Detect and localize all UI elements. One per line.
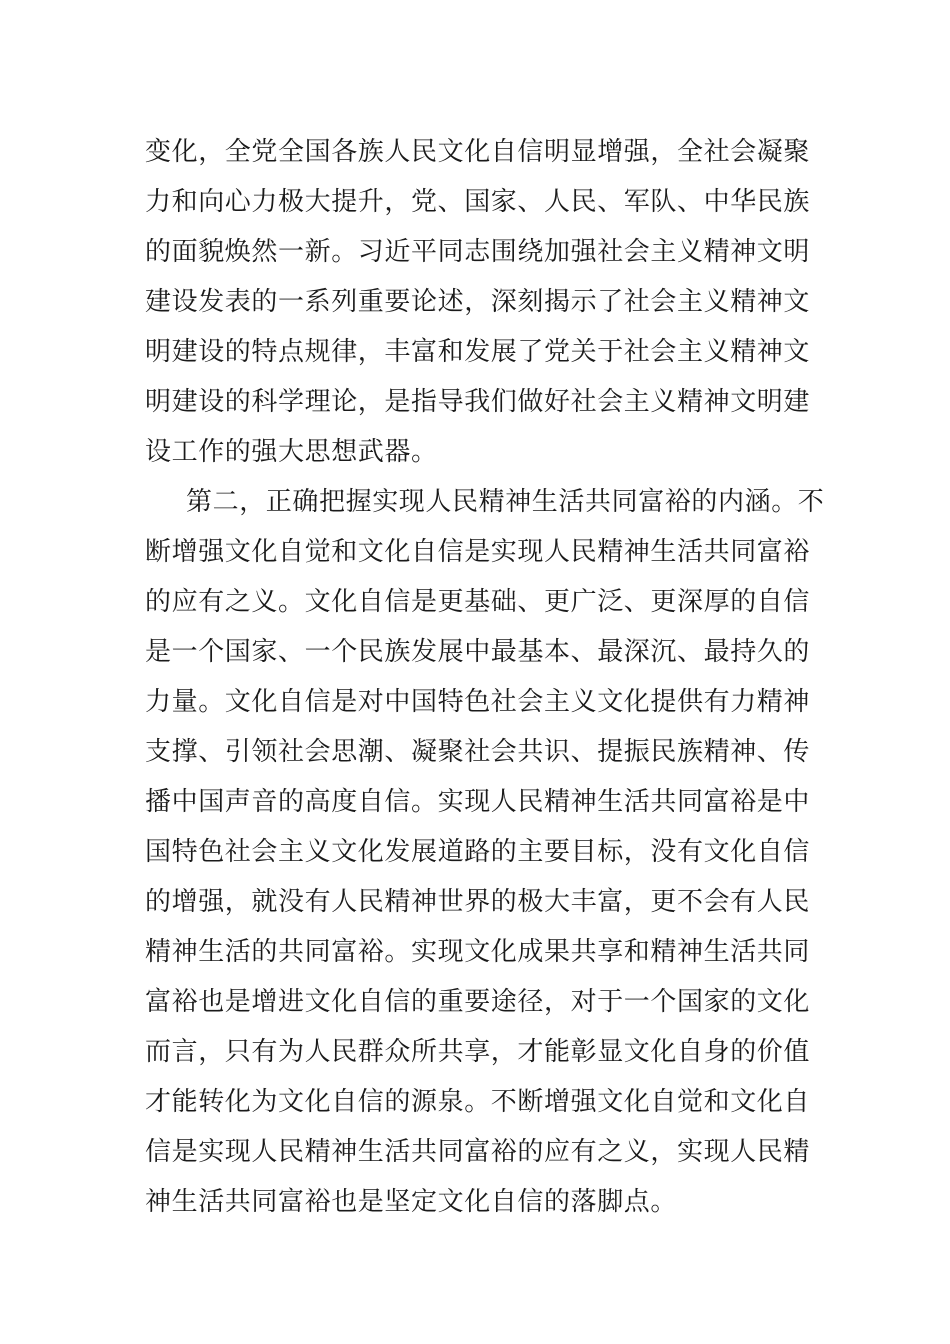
paragraph-1-line-7: 设工作的强大思想武器。: [145, 437, 438, 467]
paragraph-2-line-11: 富裕也是增进文化自信的重要途径，对于一个国家的文化: [145, 987, 811, 1017]
paragraph-2-line-9: 的增强，就没有人民精神世界的极大丰富，更不会有人民: [145, 887, 811, 917]
paragraph-2-line-5: 力量。文化自信是对中国特色社会主义文化提供有力精神: [145, 687, 811, 717]
paragraph-2-line-15: 神生活共同富裕也是坚定文化自信的落脚点。: [145, 1187, 678, 1217]
paragraph-2-line-14: 信是实现人民精神生活共同富裕的应有之义，实现人民精: [145, 1137, 811, 1167]
paragraph-1-line-2: 力和向心力极大提升，党、国家、人民、军队、中华民族: [145, 187, 811, 217]
paragraph-2-line-13: 才能转化为文化自信的源泉。不断增强文化自觉和文化自: [145, 1087, 811, 1117]
paragraph-1-line-3: 的面貌焕然一新。习近平同志围绕加强社会主义精神文明: [145, 237, 811, 267]
paragraph-1-line-5: 明建设的特点规律，丰富和发展了党关于社会主义精神文: [145, 337, 811, 367]
paragraph-1-line-4: 建设发表的一系列重要论述，深刻揭示了社会主义精神文: [145, 287, 811, 317]
paragraph-2-line-1: 第二，正确把握实现人民精神生活共同富裕的内涵。不: [186, 487, 825, 517]
paragraph-2-line-2: 断增强文化自觉和文化自信是实现人民精神生活共同富裕: [145, 537, 811, 567]
paragraph-1-line-1: 变化，全党全国各族人民文化自信明显增强，全社会凝聚: [145, 137, 811, 167]
paragraph-2-line-12: 而言，只有为人民群众所共享，才能彰显文化自身的价值: [145, 1037, 811, 1067]
paragraph-2-line-8: 国特色社会主义文化发展道路的主要目标，没有文化自信: [145, 837, 811, 867]
paragraph-2-line-4: 是一个国家、一个民族发展中最基本、最深沉、最持久的: [145, 637, 811, 667]
paragraph-2-line-3: 的应有之义。文化自信是更基础、更广泛、更深厚的自信: [145, 587, 811, 617]
paragraph-2-line-6: 支撑、引领社会思潮、凝聚社会共识、提振民族精神、传: [145, 737, 811, 767]
paragraph-2-line-7: 播中国声音的高度自信。实现人民精神生活共同富裕是中: [145, 787, 811, 817]
paragraph-2-line-10: 精神生活的共同富裕。实现文化成果共享和精神生活共同: [145, 937, 811, 967]
paragraph-1-line-6: 明建设的科学理论，是指导我们做好社会主义精神文明建: [145, 387, 811, 417]
